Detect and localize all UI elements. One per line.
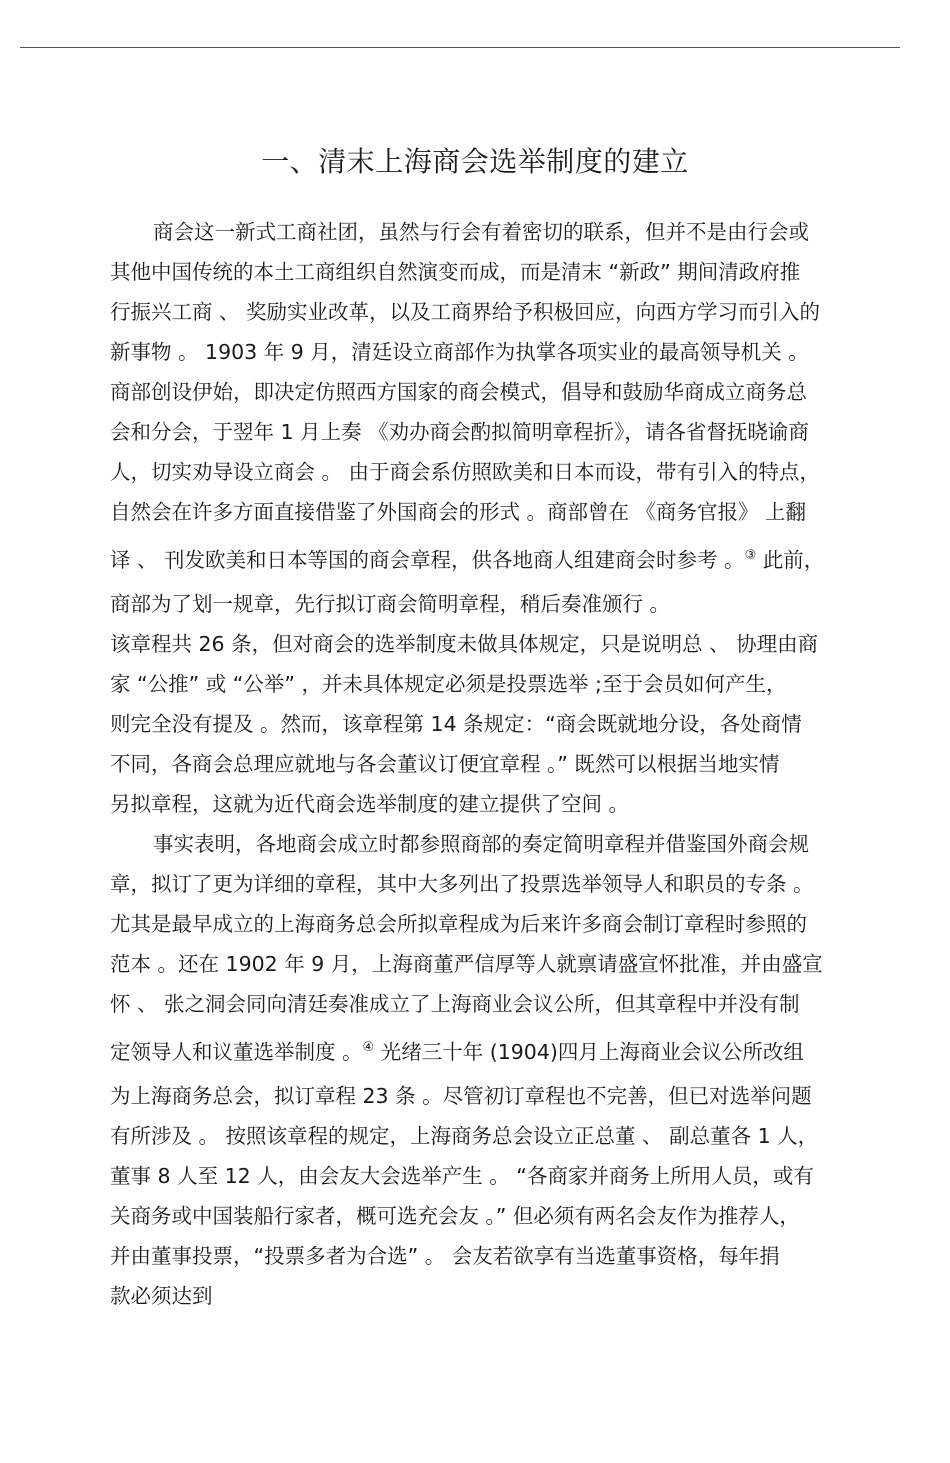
line-text: 行振兴工商 、 奖励实业改革，以及工商界给予积极回应，向西方学习而引入的 bbox=[110, 300, 821, 324]
line-text: 会和分会，于翌年 1 月上奏 《劝办商会酌拟简明章程折》，请各省督抚晓谕商 bbox=[110, 420, 809, 444]
section-title: 一、清末上海商会选举制度的建立 bbox=[261, 145, 689, 178]
line-text: 其他中国传统的本土工商组织自然演变而成，而是清末 “新政” 期间清政府推 bbox=[110, 260, 801, 284]
text-line bbox=[110, 1276, 840, 1316]
text-line bbox=[110, 584, 840, 624]
text-line bbox=[110, 944, 840, 984]
line-text: 章，拟订了更为详细的章程，其中大多列出了投票选举领导人和职员的专条 。 bbox=[110, 872, 814, 896]
text-line bbox=[110, 904, 840, 944]
text-line bbox=[110, 252, 840, 292]
line-text: 范本 。还在 1902 年 9 月，上海商董严信厚等人就禀请盛宣怀批准，并由盛宣 bbox=[110, 952, 823, 976]
line-text: 商部创设伊始，即决定仿照西方国家的商会模式，倡导和鼓励华商成立商务总 bbox=[110, 380, 807, 404]
text-line bbox=[110, 532, 840, 584]
text-line bbox=[110, 332, 840, 372]
line-text: 董事 8 人至 12 人，由会友大会选举产生 。 “各商家并商务上所用人员，或有 bbox=[110, 1164, 814, 1188]
text-line bbox=[110, 212, 840, 252]
text-line bbox=[110, 1076, 840, 1116]
line-text: 怀 、 张之洞会同向清廷奏准成立了上海商业会议公所，但其章程中并没有制 bbox=[110, 992, 800, 1016]
header-rule bbox=[20, 47, 900, 48]
line-text: 该章程共 26 条，但对商会的选举制度未做具体规定，只是说明总 、 协理由商 bbox=[110, 632, 819, 656]
line-text: 款必须达到 bbox=[110, 1284, 213, 1308]
text-line bbox=[110, 704, 840, 744]
line-text-continued: 光绪三十年 (1904)四月上海商业会议公所改组 bbox=[374, 1040, 804, 1064]
text-line bbox=[110, 984, 840, 1024]
line-text: 尤其是最早成立的上海商务总会所拟章程成为后来许多商会制订章程时参照的 bbox=[110, 912, 807, 936]
text-line bbox=[110, 744, 840, 784]
text-line bbox=[110, 664, 840, 704]
text-line bbox=[110, 1156, 840, 1196]
line-text: 事实表明，各地商会成立时都参照商部的奏定简明章程并借鉴国外商会规 bbox=[153, 832, 809, 856]
line-text: 自然会在许多方面直接借鉴了外国商会的形式 。商部曾在 《商务官报》 上翻 bbox=[110, 500, 807, 524]
text-line bbox=[110, 1236, 840, 1276]
footnote-reference[interactable]: ④ bbox=[362, 1040, 375, 1055]
line-text: 家 “公推” 或 “公举” ，并未具体规定必须是投票选举 ;至于会员如何产生， bbox=[110, 672, 787, 696]
line-text: 并由董事投票，“投票多者为合选” 。 会友若欲享有当选董事资格，每年捐 bbox=[110, 1244, 780, 1268]
text-line bbox=[110, 864, 840, 904]
line-text: 商部为了划一规章，先行拟订商会简明章程，稍后奏准颁行 。 bbox=[110, 592, 671, 616]
line-text: 新事物 。 1903 年 9 月，清廷设立商部作为执掌各项实业的最高领导机关 。 bbox=[110, 340, 809, 364]
body-text bbox=[110, 212, 840, 1316]
line-text: 译 、 刊发欧美和日本等国的商会章程，供各地商人组建商会时参考 。 bbox=[110, 548, 745, 572]
line-text: 商会这一新式工商社团，虽然与行会有着密切的联系，但并不是由行会或 bbox=[153, 220, 809, 244]
text-line bbox=[110, 292, 840, 332]
text-line bbox=[110, 824, 840, 864]
text-line bbox=[110, 784, 840, 824]
text-line bbox=[110, 1024, 840, 1076]
text-line bbox=[110, 372, 840, 412]
text-line bbox=[110, 492, 840, 532]
line-text: 有所涉及 。 按照该章程的规定，上海商务总会设立正总董 、 副总董各 1 人， bbox=[110, 1124, 819, 1148]
line-text: 定领导人和议董选举制度 。 bbox=[110, 1040, 363, 1064]
line-text: 不同，各商会总理应就地与各会董议订便宜章程 。” 既然可以根据当地实情 bbox=[110, 752, 780, 776]
line-text: 关商务或中国装船行家者，概可选充会友 。” 但必须有两名会友作为推荐人， bbox=[110, 1204, 800, 1228]
text-line bbox=[110, 412, 840, 452]
text-line bbox=[110, 452, 840, 492]
footnote-reference[interactable]: ③ bbox=[744, 548, 757, 563]
text-line bbox=[110, 624, 840, 664]
line-text: 为上海商务总会，拟订章程 23 条 。尽管初订章程也不完善，但已对选举问题 bbox=[110, 1084, 812, 1108]
line-text-continued: 此前， bbox=[756, 548, 825, 572]
line-text: 则完全没有提及 。然而，该章程第 14 条规定：“商会既就地分设，各处商情 bbox=[110, 712, 802, 736]
line-text: 人，切实劝导设立商会 。 由于商会系仿照欧美和日本而设，带有引入的特点， bbox=[110, 460, 821, 484]
line-text: 另拟章程，这就为近代商会选举制度的建立提供了空间 。 bbox=[110, 792, 630, 816]
text-line bbox=[110, 1116, 840, 1156]
text-line bbox=[110, 1196, 840, 1236]
